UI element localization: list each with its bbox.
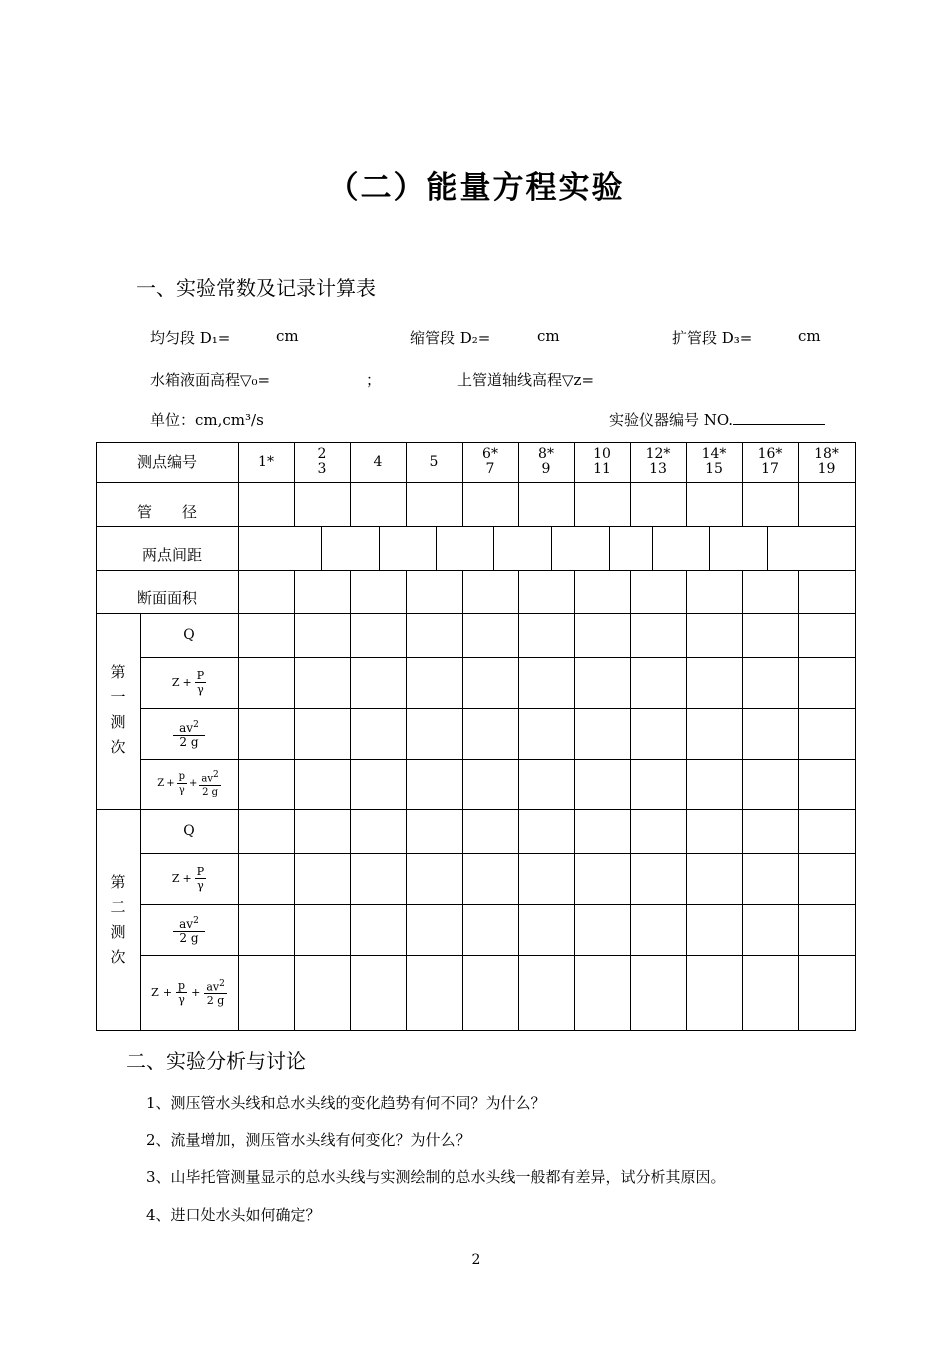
- separator: ；: [366, 371, 382, 389]
- header-point: 10 11: [593, 446, 611, 477]
- d2-unit: cm: [537, 327, 560, 345]
- d2-label: 缩管段 D₂=: [410, 329, 491, 347]
- header-point: 1*: [258, 453, 274, 470]
- total-head-label: Z + $\frac{p}{\gamma}$ + $\frac{av^2}{2 g}$: [157, 769, 219, 799]
- q-label: Q: [183, 626, 195, 643]
- row-label-diameter: 管 径: [136, 502, 197, 521]
- header-point: 18* 19: [814, 446, 839, 477]
- header-point-number: 测点编号: [136, 452, 197, 471]
- d1-label: 均匀段 D₁=: [150, 329, 231, 347]
- instrument-number: 实验仪器编号 NO.: [609, 409, 825, 430]
- section-heading-constants: 一、实验常数及记录计算表: [136, 276, 376, 300]
- row-label-area: 断面面积: [136, 589, 197, 607]
- d1-unit: cm: [276, 327, 299, 345]
- velocity-head-label: $\frac{av^2}{2 g}$: [140, 708, 238, 759]
- header-point: 12* 13: [645, 446, 671, 477]
- header-point: 8* 9: [538, 446, 554, 477]
- d3-unit: cm: [798, 327, 821, 345]
- question-item: 1、测压管水头线和总水头线的变化趋势有何不同？为什么？: [146, 1094, 546, 1112]
- instrument-number-blank: [733, 412, 825, 425]
- q-label: Q: [183, 822, 195, 839]
- question-item: 2、流量增加，测压管水头线有何变化？为什么？: [146, 1131, 471, 1149]
- section-heading-discussion: 二、实验分析与讨论: [126, 1049, 306, 1073]
- piezometric-head-label: Z + $\frac{P}{\gamma}$: [171, 669, 205, 696]
- d3-label: 扩管段 D₃=: [672, 329, 753, 347]
- page-number: 2: [471, 1252, 481, 1268]
- header-point: 4: [373, 453, 383, 470]
- axis-elevation-label: 上管道轴线高程▽z=: [457, 371, 595, 389]
- header-point: 16* 17: [757, 446, 783, 477]
- header-point: 6* 7: [482, 446, 498, 477]
- piezometric-head-label: Z + $\frac{P}{\gamma}$: [171, 865, 205, 892]
- question-item: 4、进口处水头如何确定？: [146, 1206, 321, 1224]
- total-head-label: Z + $\frac{p}{\gamma}$ + $\frac{av^2}{2 g}$: [151, 978, 225, 1008]
- velocity-head-label: $\frac{av^2}{2 g}$: [140, 904, 238, 955]
- page-title: （二）能量方程实验: [327, 170, 625, 206]
- record-table: [96, 442, 856, 1031]
- row-label-distance: 两点间距: [141, 545, 202, 564]
- unit-label: 单位：cm,cm³/s: [150, 411, 264, 429]
- group-label-first-test: 第一测次: [110, 663, 126, 756]
- group-label-second-test: 第二测次: [110, 873, 126, 966]
- header-point: 5: [429, 453, 439, 470]
- question-item: 3、山毕托管测量显示的总水头线与实测绘制的总水头线一般都有差异，试分析其原因。: [146, 1168, 726, 1186]
- header-point: 2 3: [317, 446, 327, 477]
- tank-level-label: 水箱液面高程▽₀=: [150, 371, 271, 389]
- header-point: 14* 15: [701, 446, 727, 477]
